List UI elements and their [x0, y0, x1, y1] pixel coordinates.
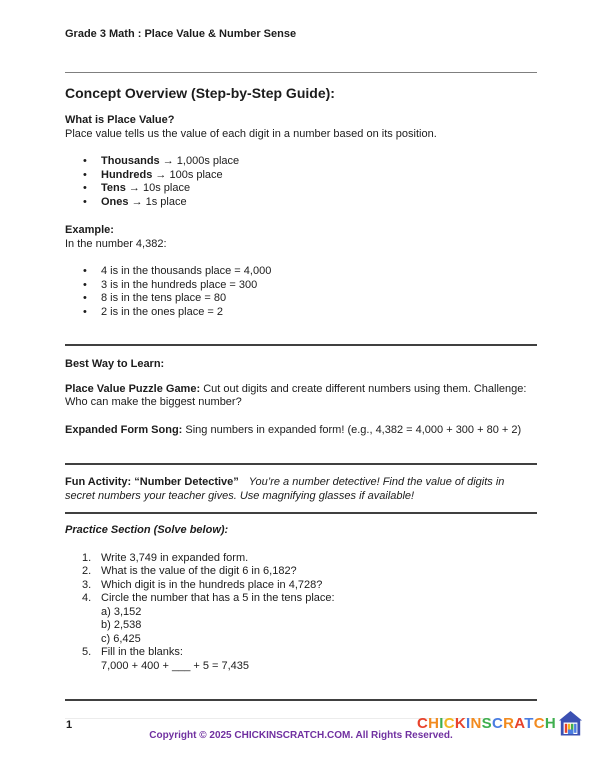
practice-list [65, 552, 537, 674]
example-heading: Example: [65, 224, 114, 236]
what-is-place-value-text: Place value tells us the value of each digit in a number based on its position. [65, 127, 437, 140]
page-number: 1 [66, 719, 73, 731]
list-item-text: Tens → 10s place [101, 182, 191, 194]
list-item [65, 196, 537, 210]
bullet-icon: • [83, 265, 87, 277]
copyright-notice: Copyright © 2025 CHICKINSCRATCH.COM. All Rights Reserved. [149, 730, 453, 741]
list-item-text: 4 is in the thousands place = 4,000 [101, 265, 272, 277]
bullet-icon: • [83, 305, 87, 318]
item-number: 5. [82, 646, 92, 658]
practice-item [65, 592, 537, 606]
practice-item [65, 579, 537, 593]
section-divider [65, 344, 537, 346]
fun-activity-paragraph: Fun Activity: “Number Detective” You’re a number detective! Find the value of digits in secret numbers your teacher gives. Use magnifying glasses if available! [65, 476, 505, 502]
item-number: 2. [82, 565, 92, 577]
practice-item [65, 552, 537, 566]
activity-expanded-form-song: Expanded Form Song: Sing numbers in expanded form! (e.g., 4,382 = 4,000 + 300 + 80 + 2) [65, 423, 522, 436]
what-is-place-value-heading: What is Place Value? [65, 114, 175, 126]
header-divider [65, 72, 537, 73]
list-item [65, 279, 537, 293]
place-value-list [65, 155, 537, 209]
list-item [65, 292, 537, 306]
example-list [65, 265, 537, 319]
example-intro: In the number 4,382: [65, 237, 167, 250]
concept-overview-heading: Concept Overview (Step-by-Step Guide): [65, 85, 335, 101]
item-number: 4. [82, 592, 92, 604]
best-way-heading: Best Way to Learn: [65, 358, 165, 370]
footer-divider [65, 699, 537, 701]
list-item [65, 169, 537, 183]
practice-item [65, 565, 537, 579]
list-item-text: Ones → 1s place [101, 195, 187, 208]
bullet-icon: • [83, 182, 87, 194]
practice-item-text: What is the value of the digit 6 in 6,182? [101, 565, 297, 577]
house-icon [559, 711, 582, 736]
practice-choice: a) 3,152 [101, 605, 142, 618]
list-item-text: Hundreds → 100s place [101, 168, 223, 181]
practice-item-text: Circle the number that has a 5 in the tens place: [101, 592, 335, 604]
item-number: 3. [82, 578, 92, 591]
list-item-text: 8 is in the tens place = 80 [101, 292, 227, 304]
list-item-text: 3 is in the hundreds place = 300 [101, 278, 258, 291]
practice-item-text: Fill in the blanks: [101, 646, 183, 658]
practice-choice: b) 2,538 [101, 619, 142, 631]
list-item-text: Thousands → 1,000s place [101, 155, 240, 167]
list-item [65, 306, 537, 320]
practice-choice: c) 6,425 [101, 632, 141, 645]
logo-wordmark: CHICKINSCRATCH [416, 715, 556, 732]
page-footer [65, 699, 582, 774]
practice-item [65, 646, 537, 660]
bullet-icon: • [83, 195, 87, 208]
list-item [65, 265, 537, 279]
bullet-icon: • [83, 155, 87, 167]
list-item [65, 182, 537, 196]
page-title: Grade 3 Math : Place Value & Number Sense [65, 28, 297, 40]
bullet-icon: • [83, 278, 87, 291]
practice-blank-equation: 7,000 + 400 + ___ + 5 = 7,435 [101, 659, 250, 672]
activity-puzzle-game: Place Value Puzzle Game: Cut out digits and create different numbers using them. Challenge: Who can make the biggest number? [65, 382, 527, 408]
practice-item-text: Write 3,749 in expanded form. [101, 551, 249, 564]
section-divider [65, 463, 537, 465]
section-divider [65, 512, 537, 514]
practice-item-text: Which digit is in the hundreds place in 4,728? [101, 578, 323, 591]
item-number: 1. [82, 551, 92, 564]
chickinscratch-logo [417, 711, 582, 736]
list-item-text: 2 is in the ones place = 2 [101, 305, 223, 318]
bullet-icon: • [83, 292, 87, 304]
practice-section-heading: Practice Section (Solve below): [65, 524, 229, 536]
list-item [65, 155, 537, 169]
bullet-icon: • [83, 168, 87, 181]
